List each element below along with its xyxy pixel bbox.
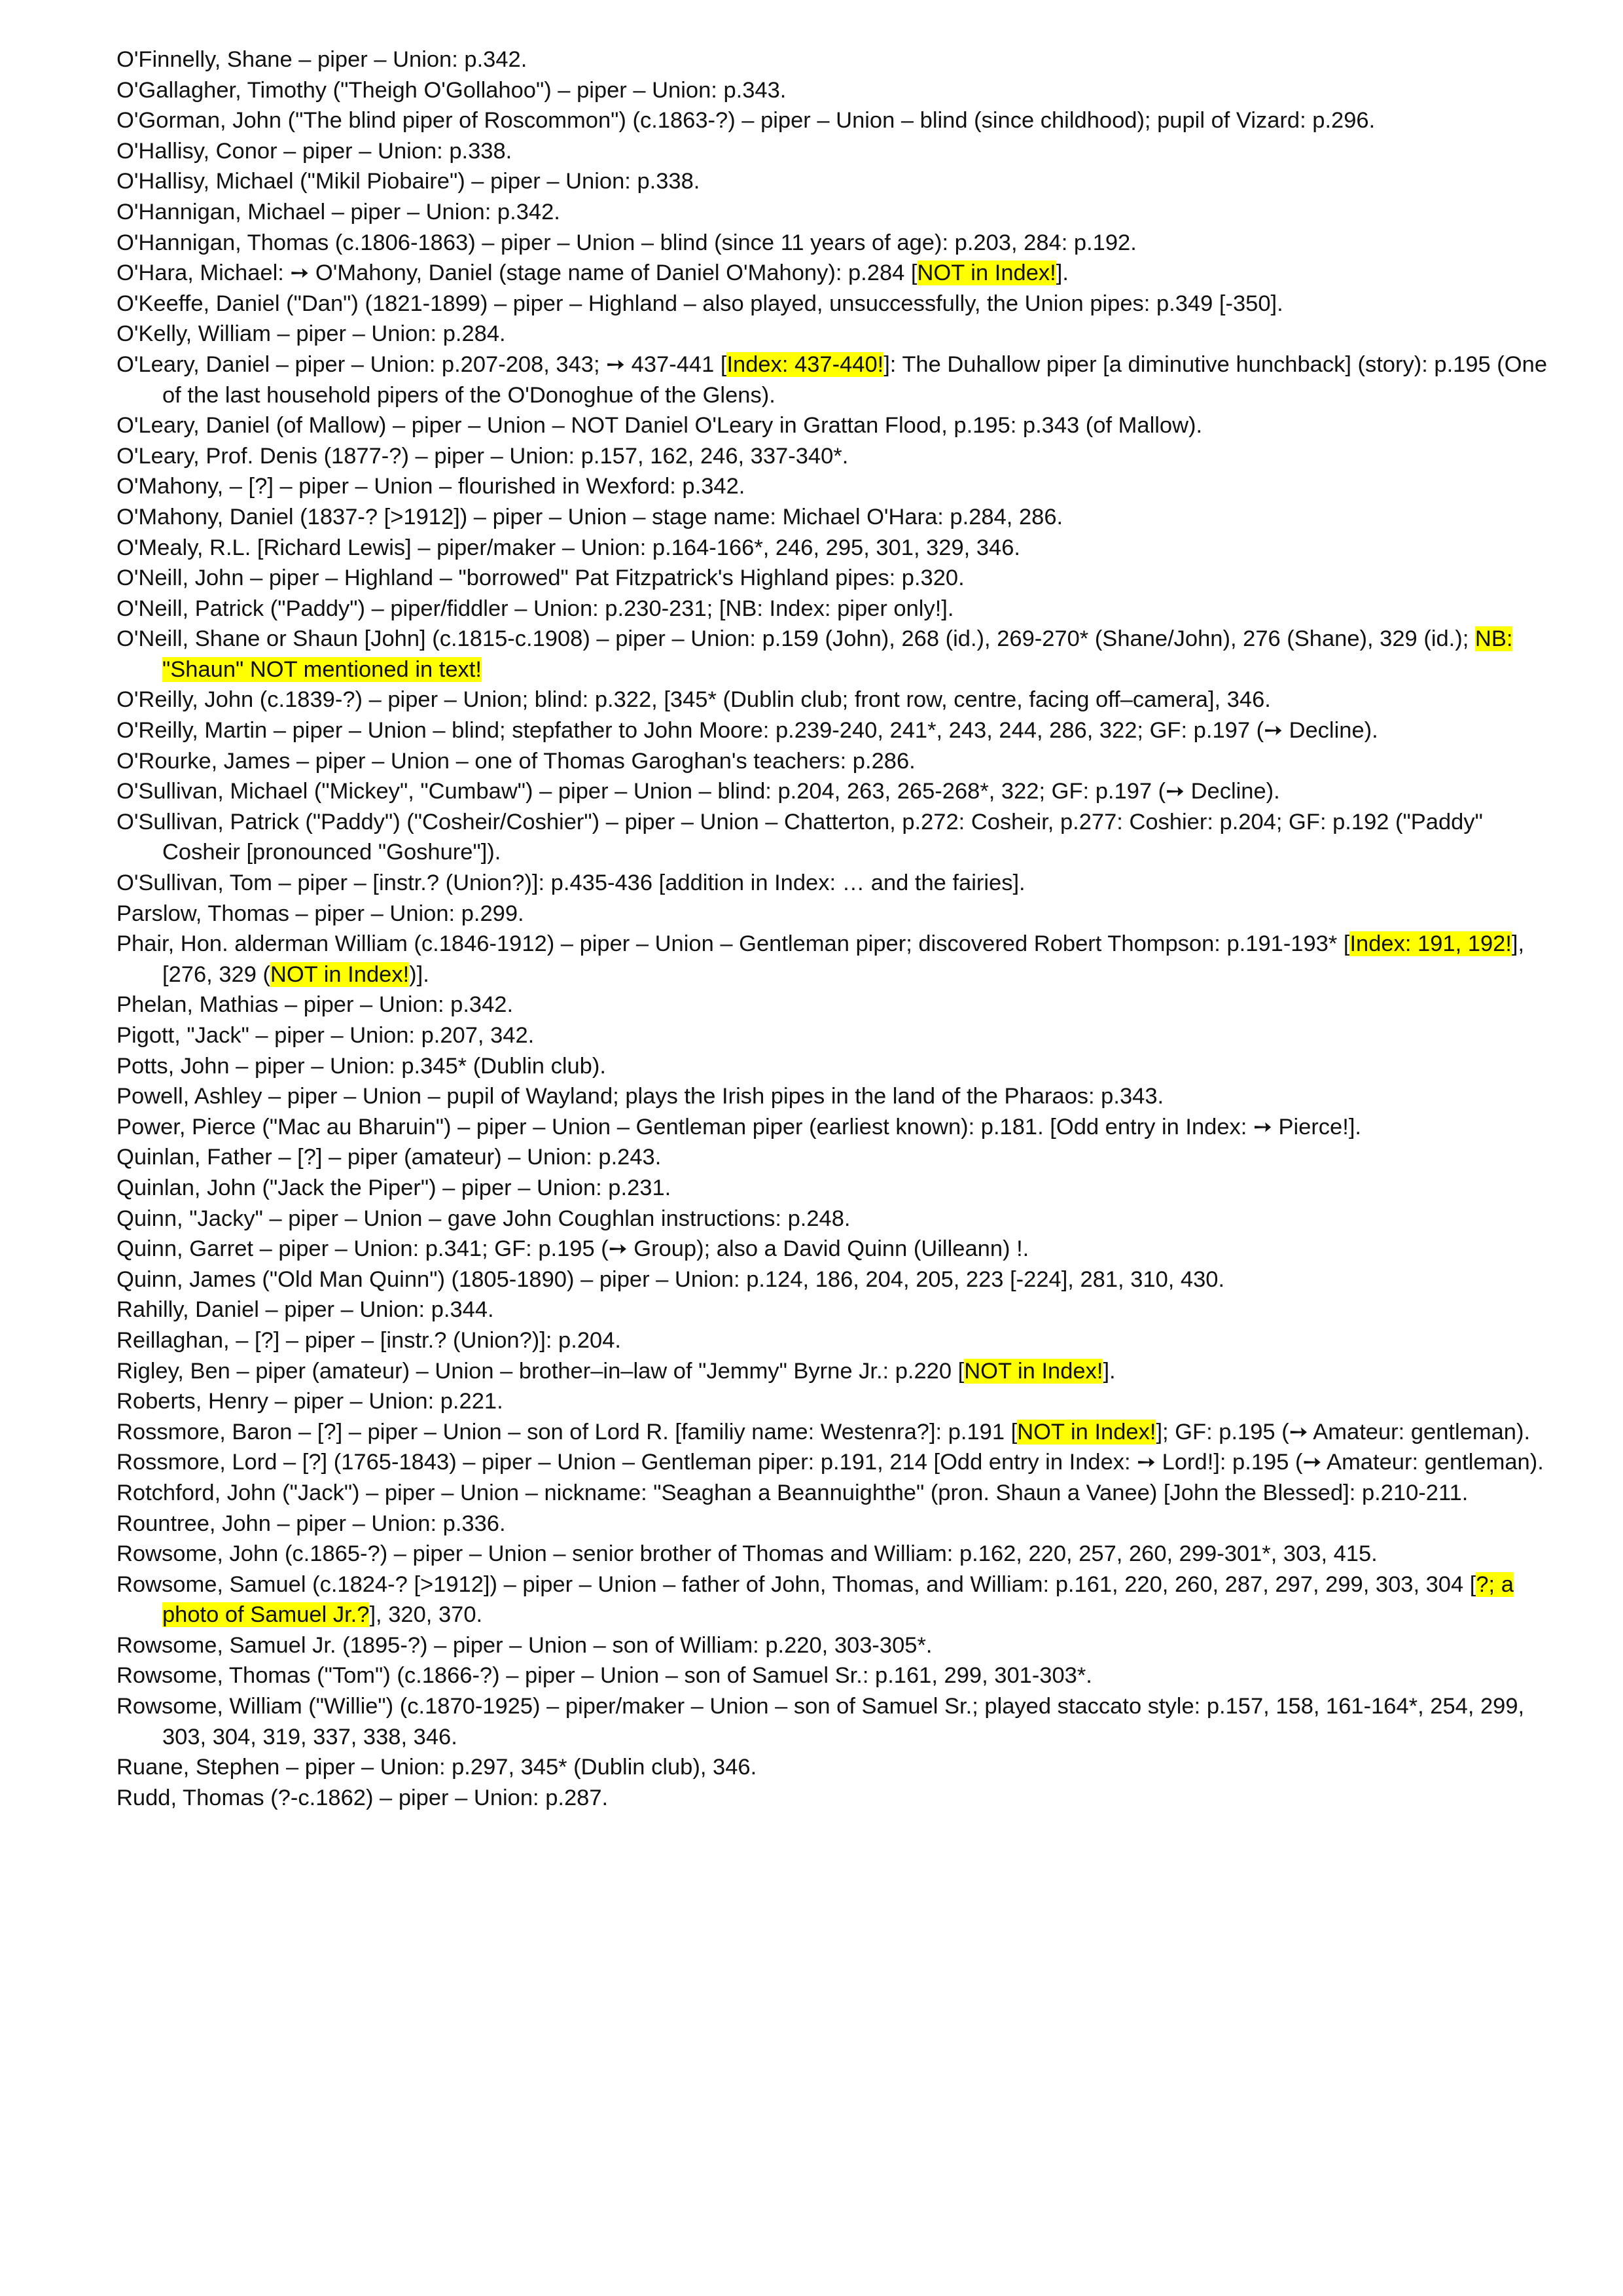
index-entry (116, 1265, 1563, 1295)
entry-text: O'Rourke, James – piper – Union – one of Thomas Garoghan's teachers: p.286. (116, 748, 916, 774)
index-entry (116, 1691, 1563, 1752)
index-entry (116, 1295, 1563, 1325)
index-entry (116, 1051, 1563, 1082)
index-entry (116, 807, 1563, 868)
index-entry (116, 75, 1563, 106)
index-entry (116, 1020, 1563, 1051)
entry-text: Rudd, Thomas (?-c.1862) – piper – Union: p.287. (116, 1785, 609, 1810)
index-entry (116, 1447, 1563, 1478)
index-entry (116, 1630, 1563, 1661)
entry-text: Powell, Ashley – piper – Union – pupil of Wayland; plays the Irish pipes in the land of the Pharaos: p.343. (116, 1084, 1164, 1109)
entry-text: O'Hannigan, Thomas (c.1806-1863) – piper – Union – blind (since 11 years of age): p.203, 284: p.192. (116, 230, 1137, 255)
entry-text: O'Hannigan, Michael – piper – Union: p.342. (116, 199, 560, 224)
highlighted-note: NOT in Index! (964, 1358, 1103, 1384)
index-entry (116, 166, 1563, 197)
entry-text: O'Sullivan, Tom – piper – [instr.? (Union?)]: p.435-436 [addition in Index: … and the fairies]. (116, 870, 1026, 896)
entry-text: Potts, John – piper – Union: p.345* (Dublin club). (116, 1053, 606, 1079)
index-entry (116, 1112, 1563, 1143)
entry-text: O'Mahony, – [?] – piper – Union – flourished in Wexford: p.342. (116, 474, 745, 499)
index-entry (116, 45, 1563, 75)
entry-text: O'Hara, Michael: ➙ O'Mahony, Daniel (stage name of Daniel O'Mahony): p.284 [ (116, 260, 918, 286)
entry-text: O'Leary, Daniel (of Mallow) – piper – Union – NOT Daniel O'Leary in Grattan Flood, p.195: p.343 (of Mallow). (116, 413, 1203, 439)
entry-text: Quinn, Garret – piper – Union: p.341; GF: p.195 (➙ Group); also a David Quinn (Uilleann) !. (116, 1236, 1029, 1262)
entry-text: Quinlan, John ("Jack the Piper") – piper – Union: p.231. (116, 1175, 671, 1200)
entry-text: O'Mealy, R.L. [Richard Lewis] – piper/maker – Union: p.164-166*, 246, 295, 301, 329, 346. (116, 535, 1020, 560)
index-entry (116, 563, 1563, 594)
highlighted-note: Index: 437-440! (726, 351, 884, 377)
entry-text: Rahilly, Daniel – piper – Union: p.344. (116, 1297, 494, 1323)
index-entry (116, 471, 1563, 502)
entry-text: Parslow, Thomas – piper – Union: p.299. (116, 901, 524, 926)
entry-text: Phelan, Mathias – piper – Union: p.342. (116, 992, 514, 1018)
index-entry (116, 105, 1563, 136)
entry-text: Rossmore, Baron – [?] – piper – Union – son of Lord R. [familiy name: Westenra?]: p.191 [ (116, 1419, 1018, 1444)
entry-text: Rowsome, Samuel Jr. (1895-?) – piper – Union – son of William: p.220, 303-305*. (116, 1632, 933, 1658)
index-entry (116, 1204, 1563, 1234)
index-entry (116, 258, 1563, 289)
entry-text: O'Hallisy, Conor – piper – Union: p.338. (116, 138, 512, 164)
entry-text: ]. (1103, 1358, 1116, 1384)
entry-text: O'Kelly, William – piper – Union: p.284. (116, 321, 506, 347)
index-entry (116, 410, 1563, 441)
entry-text: Phair, Hon. alderman William (c.1846-1912) – piper – Union – Gentleman piper; discovered Robert Thompson: p.191-193* [ (116, 931, 1350, 957)
entry-text: ]. (1056, 260, 1069, 286)
entry-text: Rountree, John – piper – Union: p.336. (116, 1511, 506, 1536)
index-entry (116, 1752, 1563, 1783)
index-entry (116, 502, 1563, 533)
entry-text: Rowsome, William ("Willie") (c.1870-1925) – piper/maker – Union – son of Samuel Sr.; played staccato style: p.157, 158, 161-164*, 254, 299, 303, 304, 319, 337, 338, 346. (116, 1694, 1525, 1749)
index-entry (116, 990, 1563, 1020)
entry-text: ]: The Duhallow piper [a diminutive hunchback] (story): p.195 (One of the last household pipers of the O'Donoghue of the Glens). (162, 351, 1548, 408)
highlighted-note: NOT in Index! (270, 961, 410, 987)
entry-text: Power, Pierce ("Mac au Bharuin") – piper – Union – Gentleman piper (earliest known): p.181. [Odd entry in Index: ➙ Pierce!]. (116, 1114, 1361, 1139)
entry-text: Roberts, Henry – piper – Union: p.221. (116, 1389, 503, 1414)
index-entry (116, 136, 1563, 167)
index-entry (116, 1570, 1563, 1630)
entry-text: Rigley, Ben – piper (amateur) – Union – brother–in–law of "Jemmy" Byrne Jr.: p.220 [ (116, 1358, 965, 1384)
entry-text: )]. (409, 961, 429, 987)
entry-text: Rowsome, Thomas ("Tom") (c.1866-?) – piper – Union – son of Samuel Sr.: p.161, 299, 301-303*. (116, 1663, 1092, 1689)
entry-text: O'Gallagher, Timothy ("Theigh O'Gollahoo") – piper – Union: p.343. (116, 77, 787, 103)
entry-text: O'Hallisy, Michael ("Mikil Piobaire") – piper – Union: p.338. (116, 169, 700, 194)
index-entry (116, 228, 1563, 259)
entry-text: O'Keeffe, Daniel ("Dan") (1821-1899) – piper – Highland – also played, unsuccessfully, the Union pipes: p.349 [-350]. (116, 291, 1283, 316)
entry-text: O'Leary, Daniel – piper – Union: p.207-208, 343; ➙ 437-441 [ (116, 351, 727, 377)
entry-text: O'Mahony, Daniel (1837-? [>1912]) – piper – Union – stage name: Michael O'Hara: p.284, 286. (116, 504, 1063, 529)
index-entry (116, 1386, 1563, 1417)
highlighted-note: NOT in Index! (1017, 1419, 1156, 1444)
index-entry (116, 1783, 1563, 1814)
highlighted-note: Index: 191, 192! (1349, 931, 1512, 957)
entry-text: ]; GF: p.195 (➙ Amateur: gentleman). (1156, 1419, 1531, 1444)
index-entry (116, 624, 1563, 685)
entry-text: O'Neill, John – piper – Highland – "borrowed" Pat Fitzpatrick's Highland pipes: p.320. (116, 565, 965, 591)
entry-text: Rotchford, John ("Jack") – piper – Union – nickname: "Seaghan a Beannuighthe" (pron. Shaun a Vanee) [John the Blessed]: p.210-211. (116, 1480, 1469, 1505)
entry-text: Quinn, James ("Old Man Quinn") (1805-1890) – piper – Union: p.124, 186, 204, 205, 223 [-224], 281, 310, 430. (116, 1266, 1225, 1292)
index-entry (116, 1173, 1563, 1204)
index-entry (116, 441, 1563, 472)
index-entry (116, 715, 1563, 746)
highlighted-note: NB: "Shaun" NOT mentioned in text! (162, 626, 1513, 682)
index-entry (116, 685, 1563, 715)
entry-text: Quinn, "Jacky" – piper – Union – gave John Coughlan instructions: p.248. (116, 1206, 851, 1231)
entry-text: O'Reilly, Martin – piper – Union – blind; stepfather to John Moore: p.239-240, 241*, 243, 244, 286, 322; GF: p.197 (➙ Decline). (116, 718, 1378, 744)
entry-text: O'Leary, Prof. Denis (1877-?) – piper – Union: p.157, 162, 246, 337-340*. (116, 443, 849, 469)
entry-text: O'Reilly, John (c.1839-?) – piper – Union; blind: p.322, [345* (Dublin club; front row, centre, facing off–camera], 346. (116, 687, 1271, 713)
entry-text: O'Sullivan, Michael ("Mickey", "Cumbaw") – piper – Union – blind: p.204, 263, 265-268*, 322; GF: p.197 (➙ Decline). (116, 779, 1280, 804)
index-entry (116, 197, 1563, 228)
entry-text: Quinlan, Father – [?] – piper (amateur) – Union: p.243. (116, 1145, 662, 1170)
index-entry (116, 1325, 1563, 1356)
index-entry (116, 1539, 1563, 1570)
entry-text: Rossmore, Lord – [?] (1765-1843) – piper – Union – Gentleman piper: p.191, 214 [Odd entry in Index: ➙ Lord!]: p.195 (➙ Amateur: gentleman). (116, 1450, 1544, 1475)
entry-text: Rowsome, John (c.1865-?) – piper – Union – senior brother of Thomas and William: p.162, 220, 257, 260, 299-301*, 303, 415. (116, 1541, 1378, 1567)
index-entry (116, 533, 1563, 564)
entry-text: Rowsome, Samuel (c.1824-? [>1912]) – piper – Union – father of John, Thomas, and William: p.161, 220, 260, 287, 297, 299, 303, 304 [ (116, 1571, 1476, 1597)
highlighted-note: ?; a photo of Samuel Jr.? (162, 1571, 1514, 1628)
index-entry (116, 1081, 1563, 1112)
index-document (116, 45, 1563, 1813)
entry-text: O'Neill, Shane or Shaun [John] (c.1815-c.1908) – piper – Union: p.159 (John), 268 (id.), 269-270* (Shane/John), 276 (Shane), 329 (id.); (116, 626, 1475, 652)
index-entry (116, 1417, 1563, 1448)
index-entry (116, 1509, 1563, 1539)
index-entry (116, 929, 1563, 990)
index-entry (116, 1356, 1563, 1387)
index-entry (116, 350, 1563, 410)
entry-text: O'Neill, Patrick ("Paddy") – piper/fiddler – Union: p.230-231; [NB: Index: piper only!]. (116, 596, 954, 621)
highlighted-note: NOT in Index! (917, 260, 1056, 286)
index-entry (116, 289, 1563, 319)
entry-text: O'Finnelly, Shane – piper – Union: p.342. (116, 47, 527, 72)
entry-text: Pigott, "Jack" – piper – Union: p.207, 342. (116, 1023, 535, 1048)
index-entry (116, 776, 1563, 807)
entry-text: ], 320, 370. (369, 1602, 483, 1628)
index-entry (116, 594, 1563, 624)
entry-text: Ruane, Stephen – piper – Union: p.297, 345* (Dublin club), 346. (116, 1755, 757, 1780)
entry-text: O'Gorman, John ("The blind piper of Roscommon") (c.1863-?) – piper – Union – blind (since childhood); pupil of Vizard: p.296. (116, 108, 1376, 134)
index-entry (116, 1478, 1563, 1509)
index-entry (116, 1660, 1563, 1691)
index-entry (116, 868, 1563, 899)
entry-text: ], [276, 329 ( (162, 931, 1525, 987)
index-entry (116, 1142, 1563, 1173)
index-entry (116, 746, 1563, 777)
entry-text: O'Sullivan, Patrick ("Paddy") ("Cosheir/Coshier") – piper – Union – Chatterton, p.272: Cosheir, p.277: Coshier: p.204; GF: p.192 ("Paddy" Cosheir [pronounced "Goshure"]). (116, 809, 1483, 865)
index-entry (116, 1234, 1563, 1265)
index-entry (116, 319, 1563, 350)
entry-text: Reillaghan, – [?] – piper – [instr.? (Union?)]: p.204. (116, 1327, 621, 1353)
index-entry (116, 899, 1563, 929)
